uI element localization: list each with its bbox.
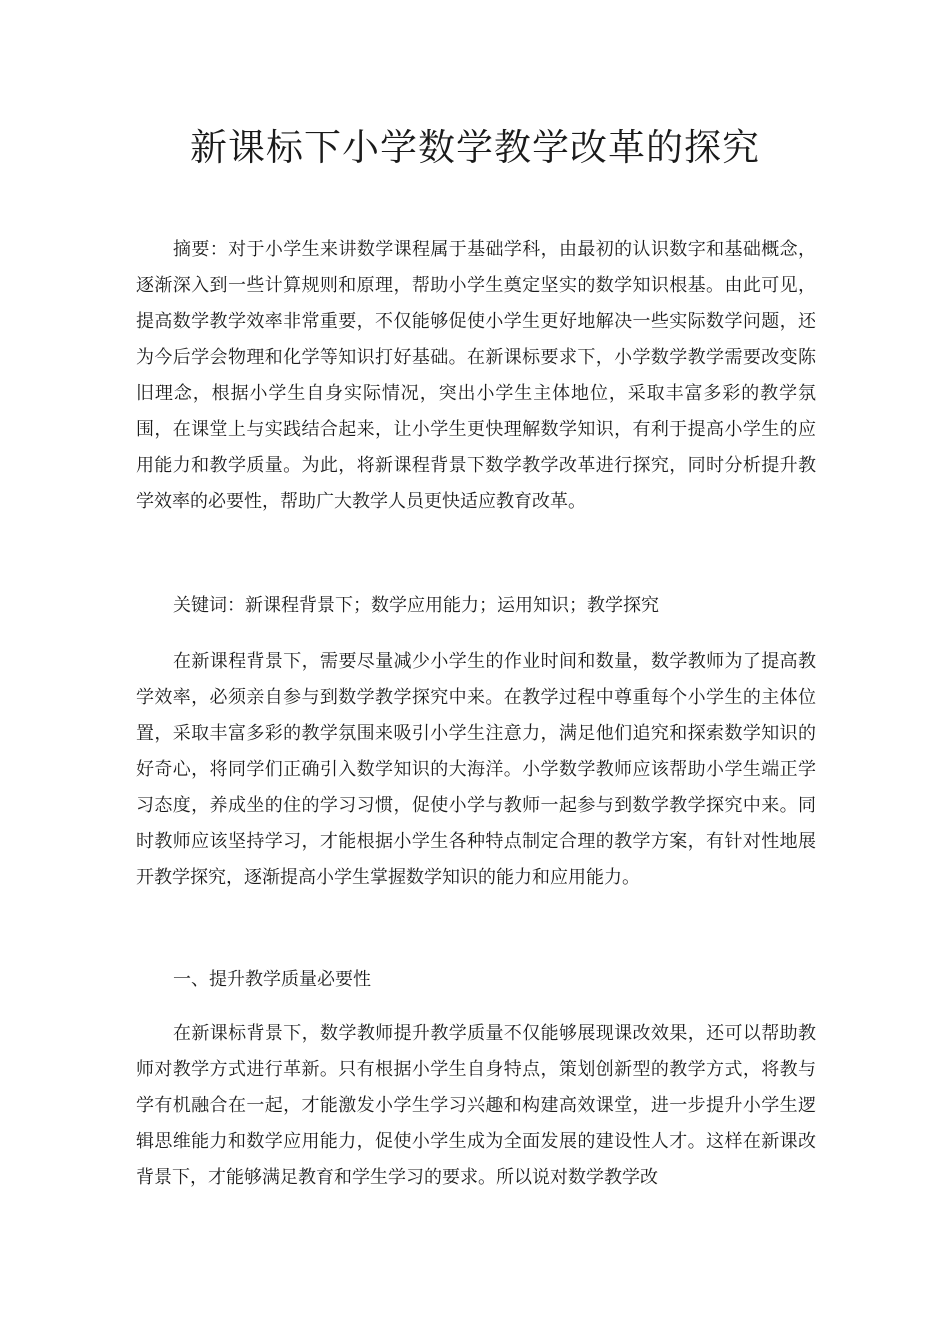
document-title: 新课标下小学数学教学改革的探究 bbox=[190, 126, 760, 169]
abstract-paragraph: 摘要：对于小学生来讲数学课程属于基础学科，由最初的认识数字和基础概念，逐渐深入到一些计算规则和原理，帮助小学生奠定坚实的数学知识根基。由此可见，提高数学教学效率非常重要，不仅能够促使小学生更好地解决一些实际数学问题，还为今后学会物理和化学等知识打好基础。在新课标要求下，小学数学教学需要改变陈旧理念，根据小学生自身实际情况，突出小学生主体地位，采取丰富多彩的教学氛围，在课堂上与实践结合起来，让小学生更快理解数学知识，有利于提高小学生的应用能力和教学质量。为此，将新课程背景下数学教学改革进行探究，同时分析提升教学效率的必要性，帮助广大教学人员更快适应教育改革。 bbox=[136, 239, 816, 512]
section-paragraph: 在新课标背景下，数学教师提升教学质量不仅能够展现课改效果，还可以帮助教师对教学方式进行革新。只有根据小学生自身特点，策划创新型的教学方式，将教与学有机融合在一起，才能激发小学生学习兴趣和构建高效课堂，进一步提升小学生逻辑思维能力和数学应用能力，促使小学生成为全面发展的建设性人才。这样在新课改背景下，才能够满足教育和学生学习的要求。所以说对数学教学改 bbox=[136, 1023, 816, 1188]
intro-paragraph: 在新课程背景下，需要尽量减少小学生的作业时间和数量，数学教师为了提高教学效率，必须亲自参与到数学教学探究中来。在教学过程中尊重每个小学生的主体位置，采取丰富多彩的教学氛围来吸引小学生注意力，满足他们追究和探索数学知识的好奇心，将同学们正确引入数学知识的大海洋。小学数学教师应该帮助小学生端正学习态度，养成坐的住的学习习惯，促使小学与教师一起参与到数学教学探究中来。同时教师应该坚持学习，才能根据小学生各种特点制定合理的教学方案，有针对性地展开教学探究，逐渐提高小学生掌握数学知识的能力和应用能力。 bbox=[136, 651, 816, 888]
keywords-paragraph: 关键词：新课程背景下；数学应用能力；运用知识；教学探究 bbox=[173, 595, 659, 616]
section-heading: 一、提升教学质量必要性 bbox=[173, 969, 371, 990]
